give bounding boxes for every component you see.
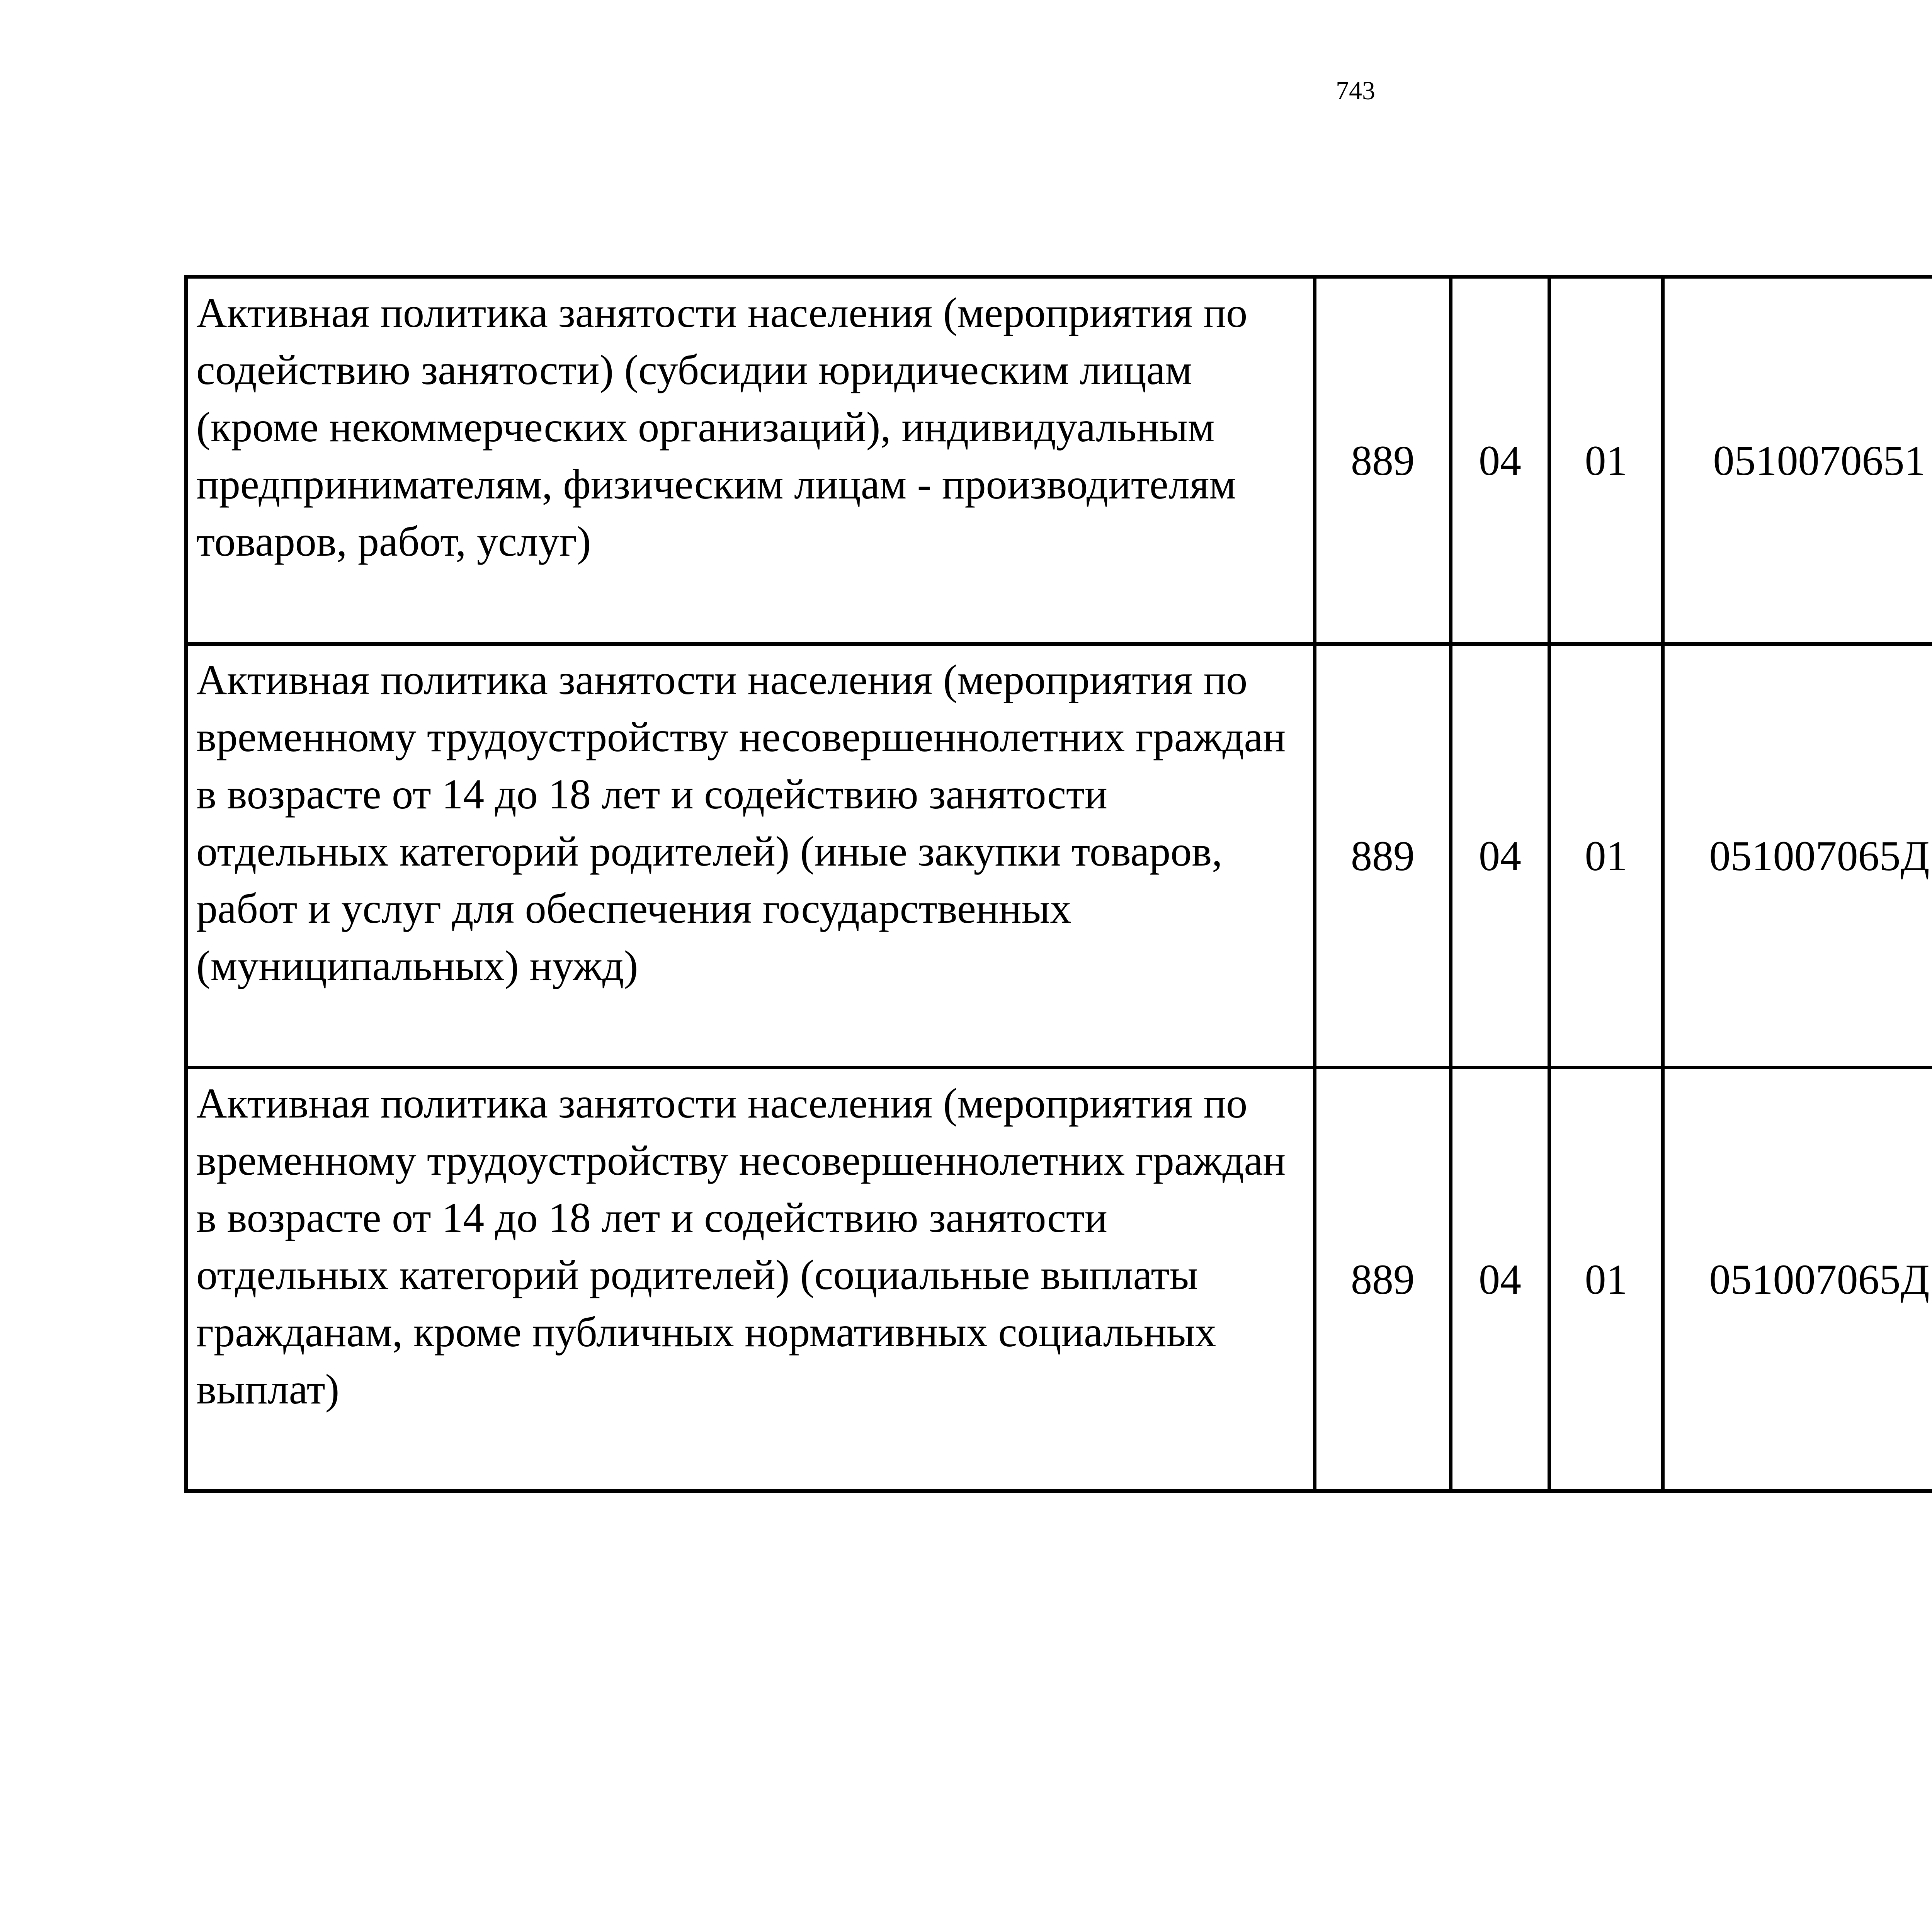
table-row — [186, 277, 1932, 644]
subsection-code: 01 — [1549, 644, 1663, 1068]
page-number: 743 — [1336, 76, 1375, 105]
table-row — [186, 644, 1932, 1068]
table-row — [186, 1068, 1932, 1491]
section-code: 04 — [1451, 1068, 1549, 1491]
budget-table — [184, 275, 1932, 1493]
expense-description: Активная политика занятости населения (мероприятия по временному трудоустройству несовершеннолетних граждан в возрасте от 14 до 18 лет и содействию занятости отдельных категорий родителей) (социальные выплаты гражданам, кроме публичных нормативных социальных выплат) — [186, 1068, 1315, 1491]
subsection-code: 01 — [1549, 1068, 1663, 1491]
ministry-code: 889 — [1315, 277, 1451, 644]
section-code: 04 — [1451, 277, 1549, 644]
ministry-code: 889 — [1315, 1068, 1451, 1491]
section-code: 04 — [1451, 644, 1549, 1068]
ministry-code: 889 — [1315, 644, 1451, 1068]
expense-description: Активная политика занятости населения (мероприятия по временному трудоустройству несовершеннолетних граждан в возрасте от 14 до 18 лет и содействию занятости отдельных категорий родителей) (иные закупки товаров, работ и услуг для обеспечения государственных (муниципальных) нужд) — [186, 644, 1315, 1068]
subsection-code: 01 — [1549, 277, 1663, 644]
target-item-code: 0510070651 — [1663, 277, 1932, 644]
expense-description: Активная политика занятости населения (мероприятия по содействию занятости) (субсидии юридическим лицам (кроме некоммерческих организаций), индивидуальным предпринимателям, физическим лицам - производителям товаров, работ, услуг) — [186, 277, 1315, 644]
target-item-code: 051007065Д — [1663, 1068, 1932, 1491]
target-item-code: 051007065Д — [1663, 644, 1932, 1068]
